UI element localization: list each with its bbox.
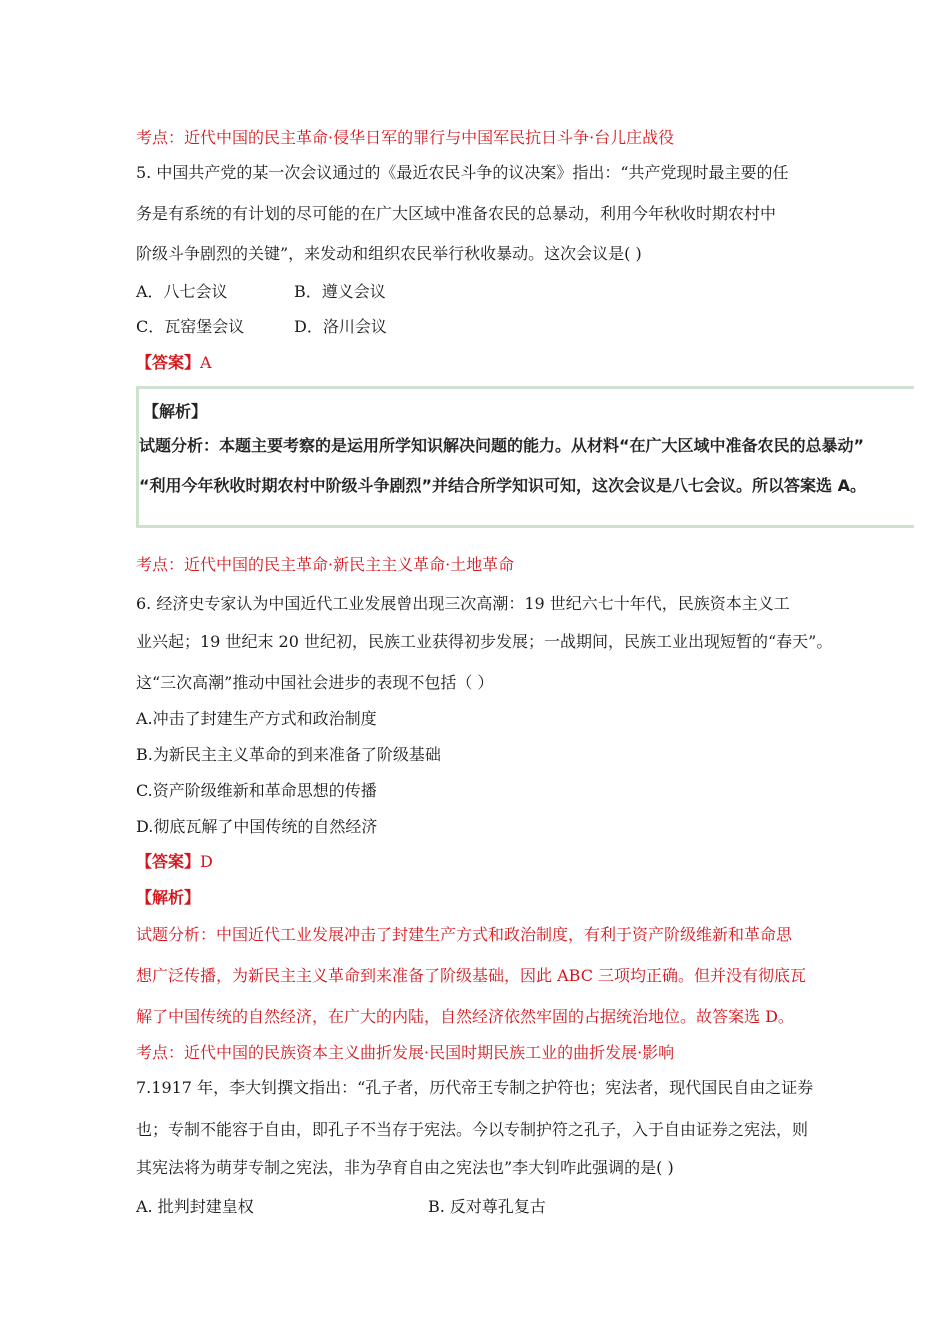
q6-stem-line3: 这“三次高潮”推动中国社会进步的表现不包括（ ） [136, 673, 494, 692]
q6-analysis-line1: 试题分析：中国近代工业发展冲击了封建生产方式和政治制度，有利于资产阶级维新和革命思 [136, 925, 793, 944]
q6-option-a: A.冲击了封建生产方式和政治制度 [136, 709, 377, 728]
q7-stem-line3: 其宪法将为萌芽专制之宪法，非为孕育自由之宪法也”李大钊咋此强调的是( ) [136, 1158, 674, 1177]
q7-stem-line1: 7.1917 年，李大钊撰文指出：“孔子者，历代帝王专制之护符也；宪法者，现代国民自由之证券 [136, 1078, 814, 1097]
q6-option-d: D.彻底瓦解了中国传统的自然经济 [136, 817, 378, 836]
q5-stem-line3: 阶级斗争剧烈的关键”，来发动和组织农民举行秋收暴动。这次会议是( ) [136, 244, 642, 263]
q6-analysis-title-text: 【解析】 [136, 888, 201, 907]
q5-analysis-line2: “利用今年秋收时期农村中阶级斗争剧烈”并结合所学知识可知，这次会议是八七会议。所以答案选 A。 [139, 476, 866, 495]
q6-stem-line1: 6. 经济史专家认为中国近代工业发展曾出现三次高潮：19 世纪六七十年代，民族资本主义工 [136, 594, 790, 613]
q6-option-b: B.为新民主主义革命的到来准备了阶级基础 [136, 745, 441, 764]
q5-analysis-line1: 试题分析：本题主要考察的是运用所学知识解决问题的能力。从材料“在广大区域中准备农民的总暴动” [139, 436, 865, 455]
q5-option-b: B．遵义会议 [294, 282, 386, 301]
q6-stem-line2: 业兴起；19 世纪末 20 世纪初，民族工业获得初步发展；一战期间，民族工业出现短暂的“春天”。 [136, 632, 833, 651]
q6-answer-value: D [200, 852, 213, 871]
q6-analysis-line3: 解了中国传统的自然经济，在广大的内陆，自然经济依然牢固的占据统治地位。故答案选 D。 [136, 1007, 794, 1026]
q7-stem-line2: 也；专制不能容于自由，即孔子不当存于宪法。今以专制护符之孔子，入于自由证券之宪法，则 [136, 1120, 809, 1139]
q7-option-b: B. 反对尊孔复古 [428, 1197, 546, 1216]
q5-option-d: D．洛川会议 [294, 317, 387, 336]
q6-answer [136, 852, 213, 872]
q5-answer-value: A [200, 353, 212, 372]
q6-option-c: C.资产阶级维新和革命思想的传播 [136, 781, 377, 800]
q5-option-c: C．瓦窑堡会议 [136, 317, 245, 336]
q5-stem-line1: 5. 中国共产党的某一次会议通过的《最近农民斗争的议决案》指出：“共产党现时最主要的任 [136, 163, 789, 182]
q5-answer [136, 353, 212, 373]
q6-analysis-line2: 想广泛传播，为新民主主义革命到来准备了阶级基础，因此 ABC 三项均正确。但并没有彻底瓦 [136, 966, 807, 985]
q4-kaodian: 考点：近代中国的民主革命·侵华日军的罪行与中国军民抗日斗争·台儿庄战役 [136, 128, 675, 147]
q5-kaodian: 考点：近代中国的民主革命·新民主主义革命·土地革命 [136, 555, 515, 574]
q5-analysis-box [136, 386, 914, 528]
q6-answer-label: 【答案】 [136, 852, 201, 871]
q5-answer-label: 【答案】 [136, 353, 201, 372]
q5-stem-line2: 务是有系统的有计划的尽可能的在广大区域中准备农民的总暴动，利用今年秋收时期农村中 [136, 204, 777, 223]
q6-kaodian: 考点：近代中国的民族资本主义曲折发展·民国时期民族工业的曲折发展·影响 [136, 1043, 675, 1062]
q5-option-a: A．八七会议 [136, 282, 228, 301]
q7-option-a: A. 批判封建皇权 [136, 1197, 254, 1216]
q5-analysis-title: 【解析】 [143, 402, 208, 421]
q6-analysis-title [136, 888, 200, 908]
